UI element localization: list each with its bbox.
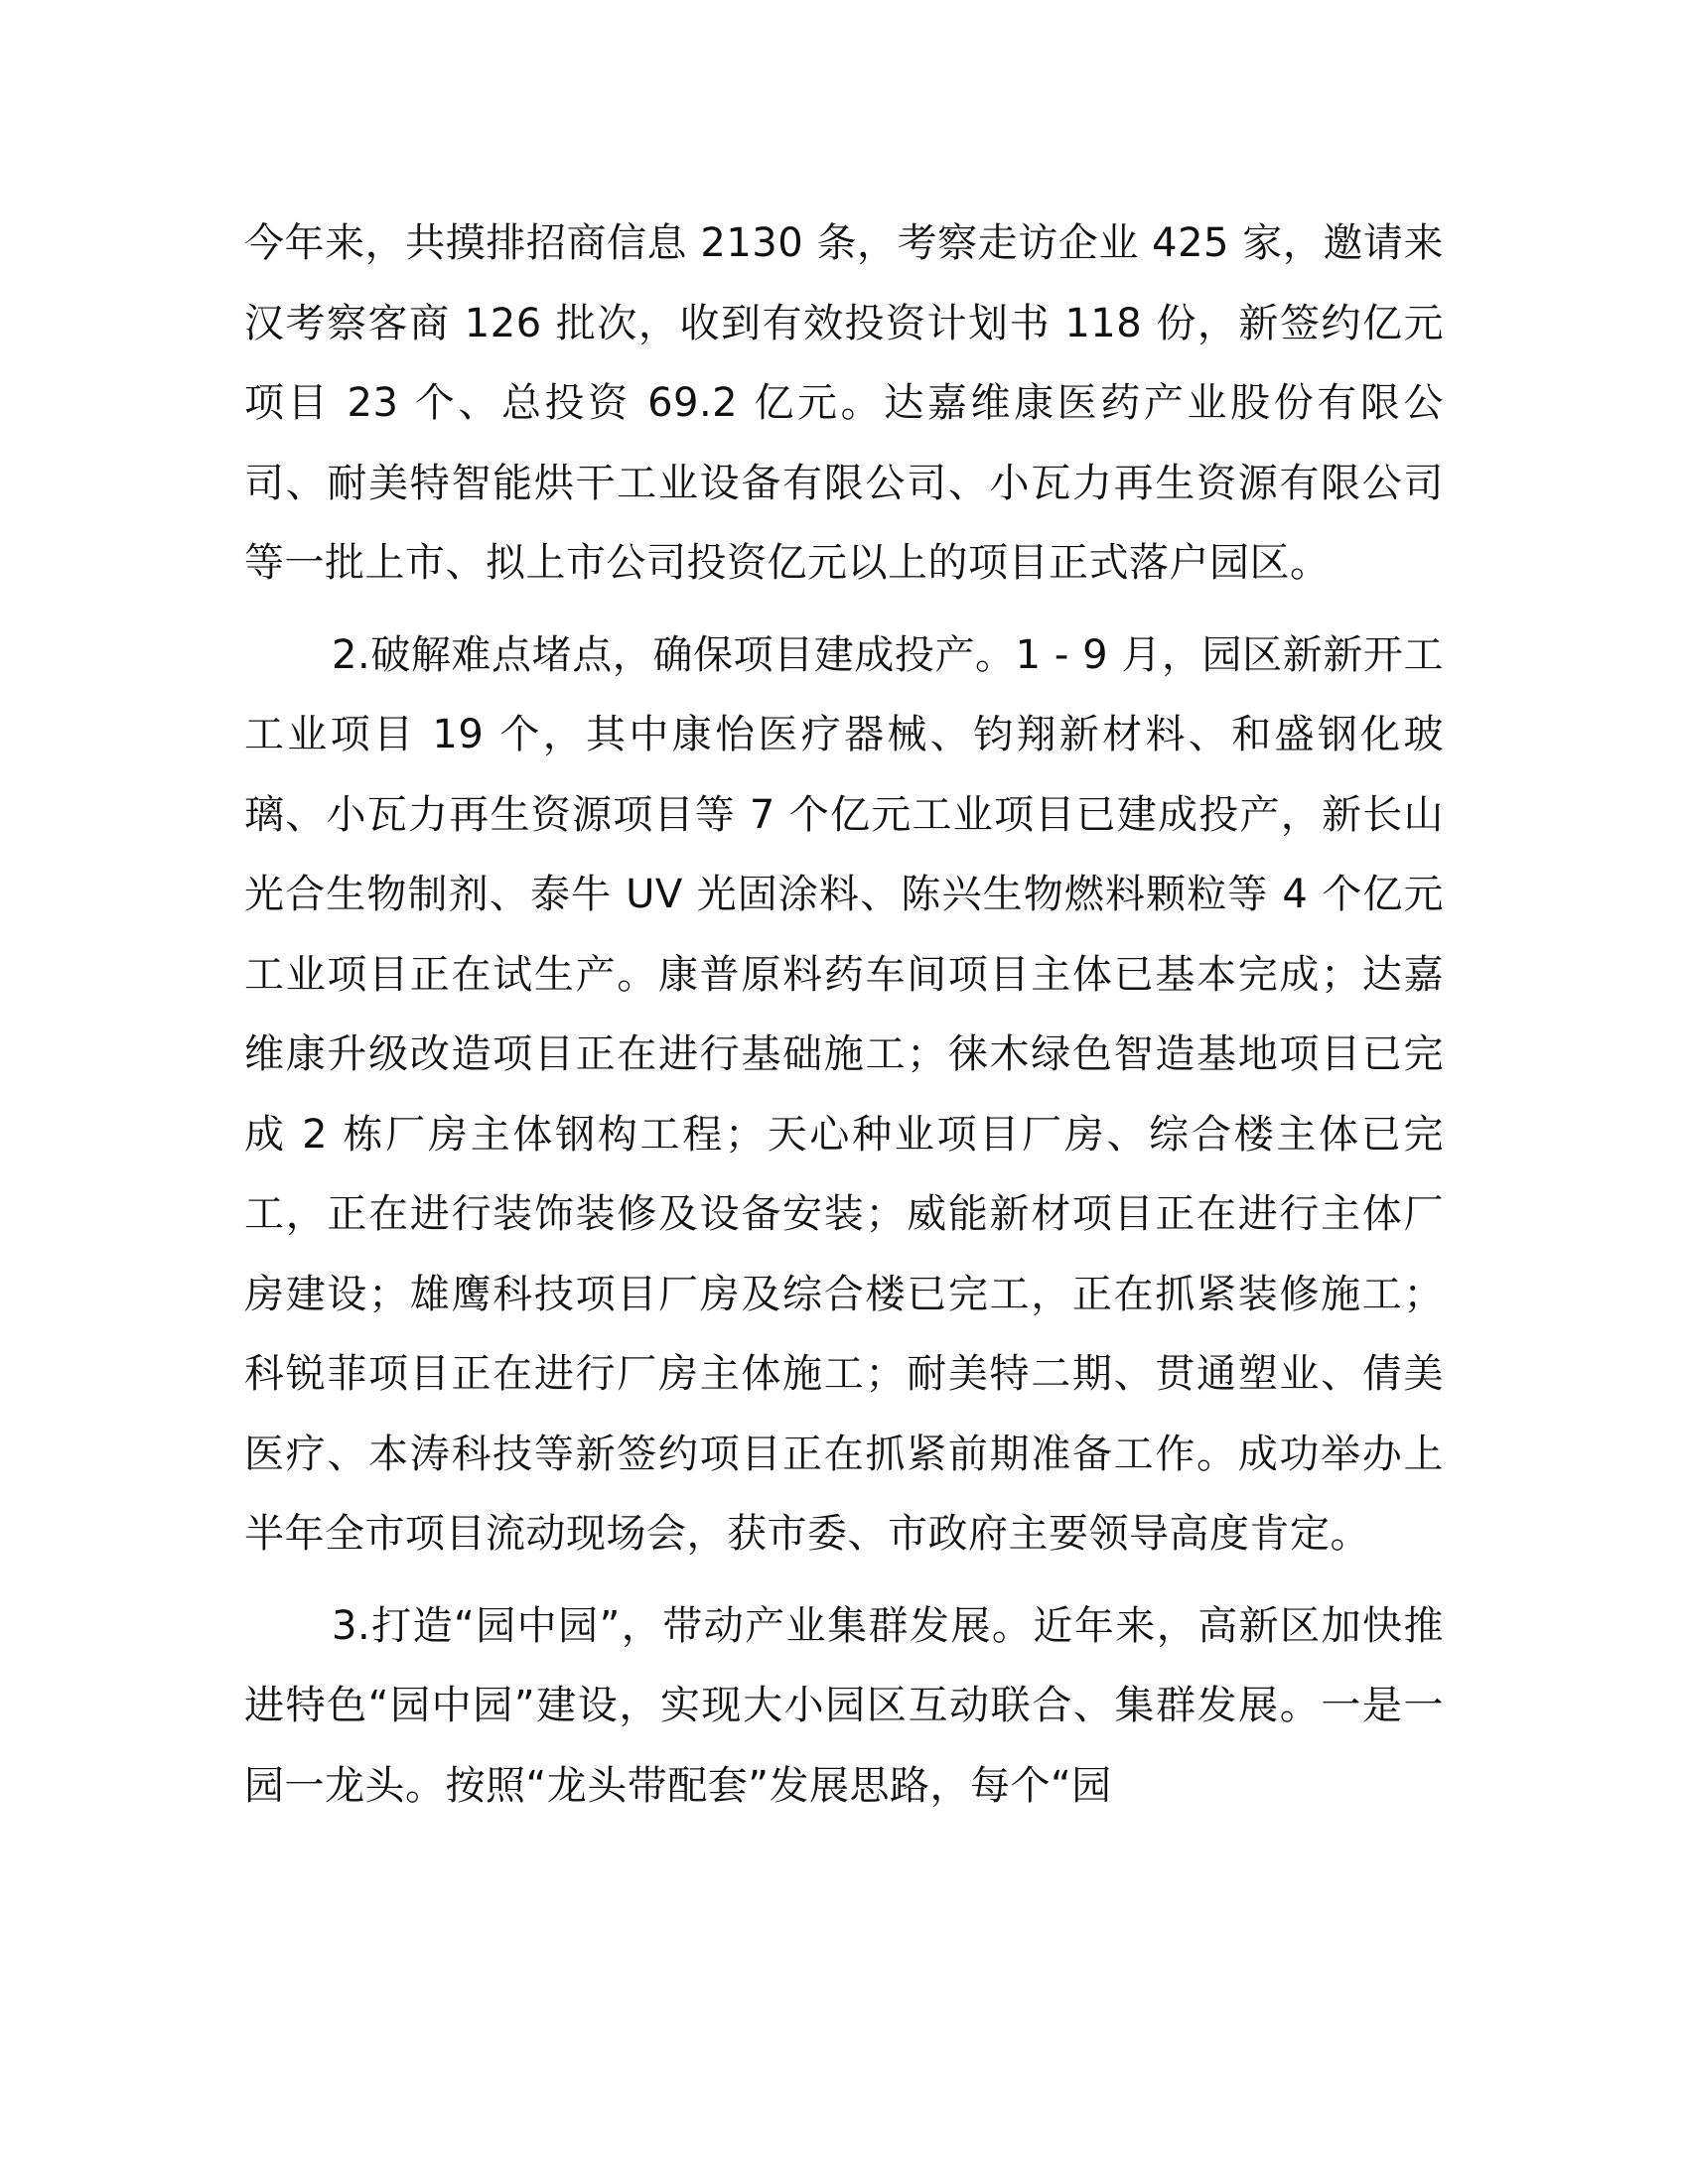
paragraph-1: 今年来，共摸排招商信息 2130 条，考察走访企业 425 家，邀请来汉考察客商 126 批次，收到有效投资计划书 118 份，新签约亿元项目 23 个、总投资 69.2 亿元。达嘉维康医药产业股份有限公司、耐美特智能烘干工业设备有限公司、小瓦力再生资源有限公司等一批上市、拟上市公司投资亿元以上的项目正式落户园区。 <box>244 220 1444 586</box>
paragraph-2: 2.破解难点堵点，确保项目建成投产。1 - 9 月，园区新新开工工业项目 19 个，其中康怡医疗器械、钧翔新材料、和盛钢化玻璃、小瓦力再生资源项目等 7 个亿元工业项目已建成投产，新长山光合生物制剂、泰牛 UV 光固涂料、陈兴生物燃料颗粒等 4 个亿元工业项目正在试生产。康普原料药车间项目主体已基本完成；达嘉维康升级改造项目正在进行基础施工；徕木绿色智造基地项目已完成 2 栋厂房主体钢构工程；天心种业项目厂房、综合楼主体已完工，正在进行装饰装修及设备安装；威能新材项目正在进行主体厂房建设；雄鹰科技项目厂房及综合楼已完工，正在抓紧装修施工；科锐菲项目正在进行厂房主体施工；耐美特二期、贯通塑业、倩美医疗、本涛科技等新签约项目正在抓紧前期准备工作。成功举办上半年全市项目流动现场会，获市委、市政府主要领导高度肯定。 <box>244 631 1444 1557</box>
paragraph-3: 3.打造“园中园”，带动产业集群发展。近年来，高新区加快推进特色“园中园”建设，实现大小园区互动联合、集群发展。一是一园一龙头。按照“龙头带配套”发展思路，每个“园 <box>244 1602 1444 1809</box>
body-text <box>244 204 1444 1838</box>
